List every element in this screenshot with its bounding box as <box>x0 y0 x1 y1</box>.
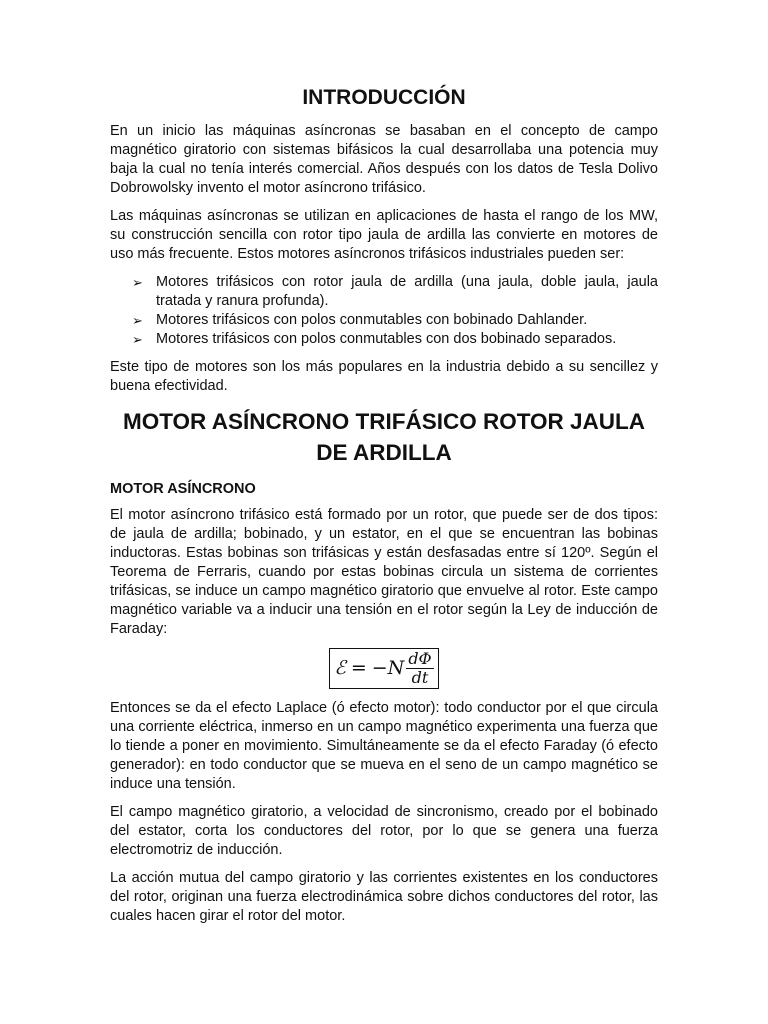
formula-numerator: dΦ <box>408 649 432 668</box>
subsection-heading: MOTOR ASÍNCRONO <box>110 481 256 497</box>
list-item-text: Motores trifásicos con rotor jaula de ardilla (una jaula, doble jaula, jaula tratada y ranura profunda). <box>156 274 658 309</box>
list-item <box>132 311 658 330</box>
motor-types-list <box>110 273 658 349</box>
formula-fraction <box>406 651 433 686</box>
list-item-text: Motores trifásicos con polos conmutables con bobinado Dahlander. <box>156 312 588 328</box>
formula-equals: = <box>350 657 367 679</box>
document-page <box>110 84 658 935</box>
formula-denominator: dt <box>411 668 429 687</box>
list-item <box>132 273 658 311</box>
intro-paragraph-3: Este tipo de motores son los más populares en la industria debido a su sencillez y buena efectividad. <box>110 359 658 394</box>
intro-paragraph-2: Las máquinas asíncronas se utilizan en aplicaciones de hasta el rango de los MW, su construcción sencilla con rotor tipo jaula de ardilla las convierte en motores de uso más frecuente. Estos motores asíncronos trifásicos industriales pueden ser: <box>110 208 658 262</box>
list-item-text: Motores trifásicos con polos conmutables con dos bobinado separados. <box>156 331 617 347</box>
section-heading-line-2: DE ARDILLA <box>316 440 452 465</box>
formula-rhs: −N <box>371 657 405 679</box>
faraday-formula <box>110 648 658 689</box>
section-paragraph-1: El motor asíncrono trifásico está formado por un rotor, que puede ser de dos tipos: de jaula de ardilla; bobinado, y un estator, en el que se encuentran las bobinas inductoras. Estas bobinas son trifásicas y están desfasadas entre sí 120º. Según el Teorema de Ferraris, cuando por estas bobinas circula un sistema de corrientes trifásicas, se induce un campo magnético giratorio que envuelve al rotor. Este campo magnético variable va a inducir una tensión en el rotor según la Ley de inducción de Faraday: <box>110 507 658 637</box>
formula-box <box>329 648 438 689</box>
arrow-bullet-icon: ➢ <box>132 313 143 328</box>
section-heading-line-1: MOTOR ASÍNCRONO TRIFÁSICO ROTOR JAULA <box>122 409 646 434</box>
section-paragraph-2: Entonces se da el efecto Laplace (ó efecto motor): todo conductor por el que circula una corriente eléctrica, inmerso en un campo magnético experimenta una fuerza que lo tiende a poner en movimiento. Simultáneamente se da el efecto Faraday (ó efecto generador): en todo conductor que se mueva en el seno de un campo magnético se induce una tensión. <box>110 700 658 792</box>
intro-heading: INTRODUCCIÓN <box>302 86 466 109</box>
section-paragraph-4: La acción mutua del campo giratorio y las corrientes existentes en los conductores del rotor, originan una fuerza electrodinámica sobre dichos conductores del rotor, las cuales hacen girar el rotor del motor. <box>110 870 658 924</box>
intro-paragraph-1: En un inicio las máquinas asíncronas se basaban en el concepto de campo magnético giratorio con sistemas bifásicos la cual desarrollaba una potencia muy baja la cual no tenía interés comercial. Años después con los datos de Tesla Dolivo Dobrowolsky invento el motor asíncrono trifásico. <box>110 123 658 196</box>
arrow-bullet-icon: ➢ <box>132 275 143 290</box>
section-heading <box>110 406 658 468</box>
arrow-bullet-icon: ➢ <box>132 332 143 347</box>
list-item <box>132 330 658 349</box>
section-paragraph-3: El campo magnético giratorio, a velocidad de sincronismo, creado por el bobinado del estator, corta los conductores del rotor, por lo que se genera una fuerza electromotriz de inducción. <box>110 804 658 858</box>
formula-emf-symbol: ℰ <box>334 657 346 679</box>
